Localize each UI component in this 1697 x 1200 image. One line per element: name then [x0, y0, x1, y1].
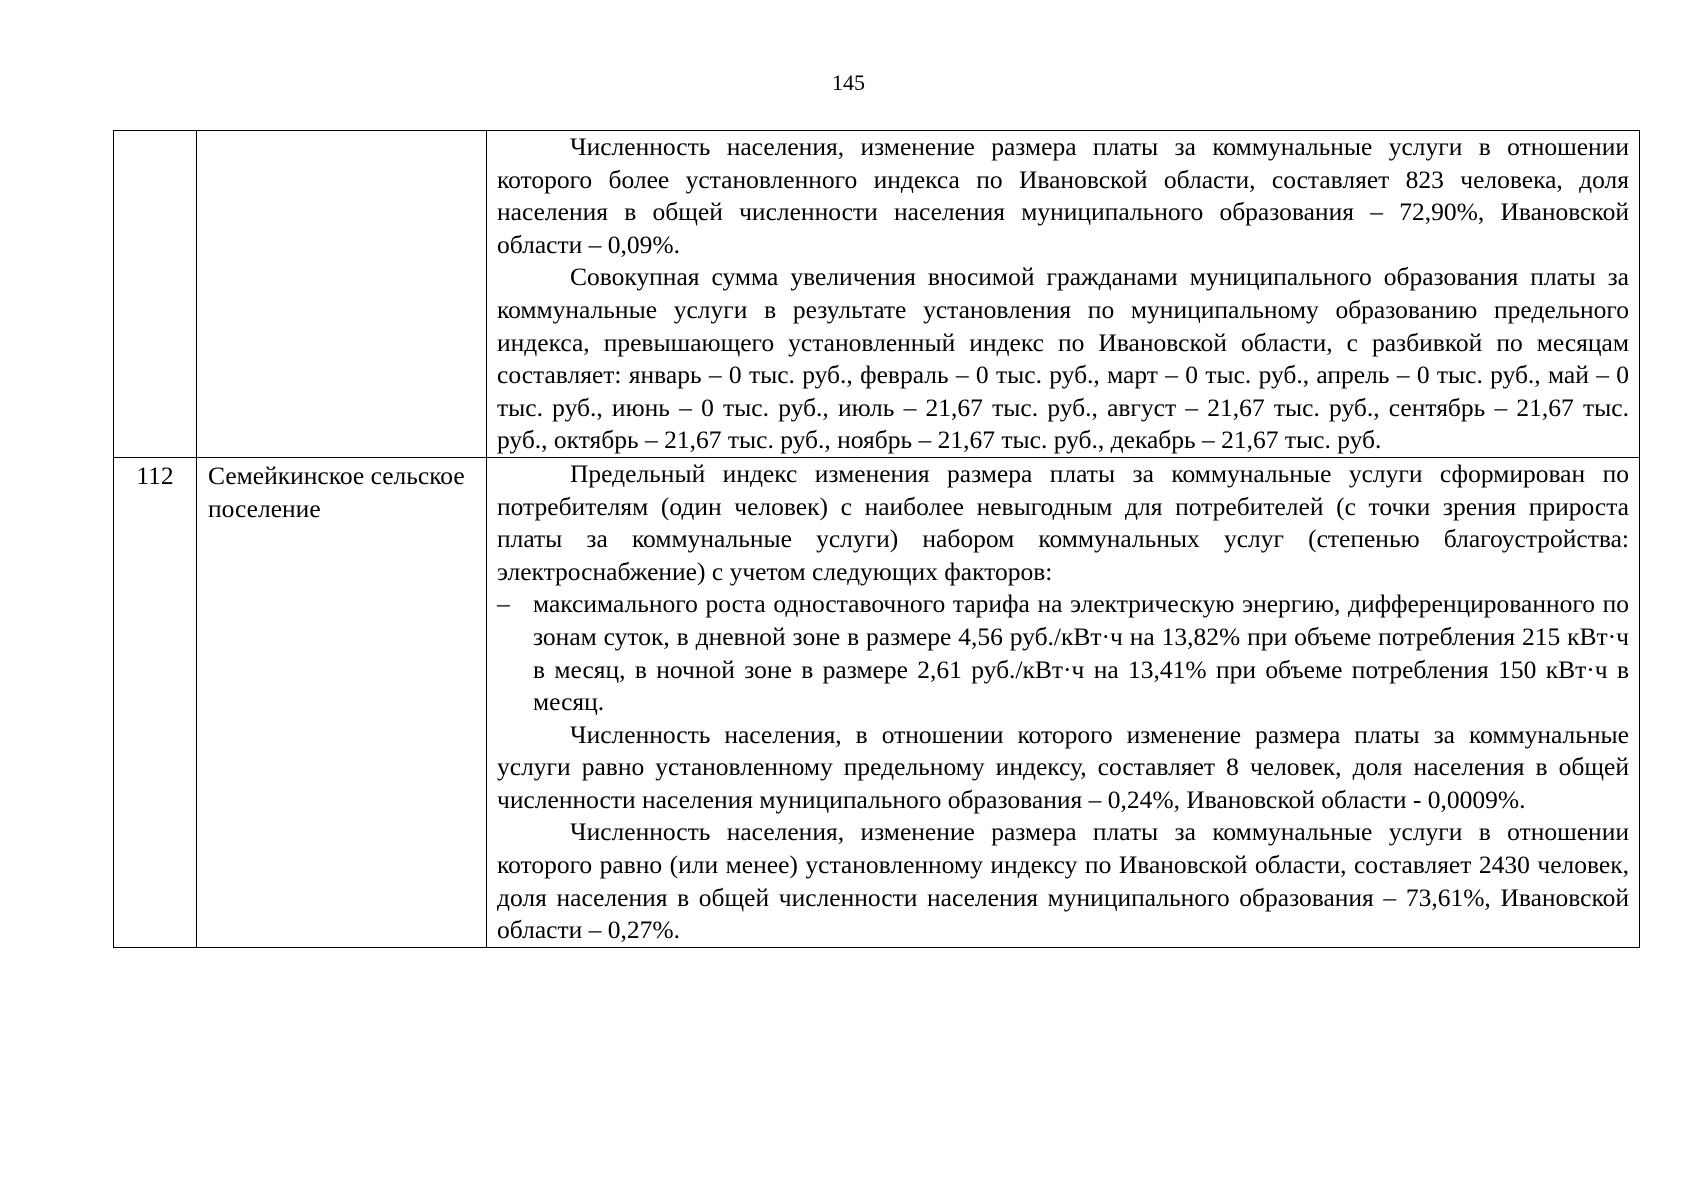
description-cell [487, 457, 1640, 947]
table-row [114, 457, 1640, 947]
population-equal-index-paragraph: Численность населения, в отношении которого изменение размера платы за коммунальные услуги равно установленному предельному индексу, составляет 8 человек, доля населения в общей численности населения муниципального образования – 0,24%, Ивановской области - 0,0009%. [497, 719, 1629, 814]
bullet-dash: – [497, 589, 510, 619]
index-formation-paragraph: Предельный индекс изменения размера платы за коммунальные услуги сформирован по потребителям (один человек) с наиболее невыгодным для потребителей (с точки зрения прироста платы за коммунальные услуги) набором коммунальных услуг (степенью благоустройства: электроснабжение) с учетом следующих факторов: [497, 458, 1629, 586]
population-above-index-paragraph: Численность населения, изменение размера платы за коммунальные услуги в отношении которого более установленного индекса по Ивановской области, составляет 823 человека, доля населения в общей численности населения муниципального образования – 72,90%, Ивановской области – 0,09%. [497, 132, 1629, 259]
table-row [114, 131, 1640, 458]
population-below-index-paragraph: Численность населения, изменение размера платы за коммунальные услуги в отношении которого равно (или менее) установленному индексу по Ивановской области, составляет 2430 человек, доля населения в общей численности населения муниципального образования – 73,61%, Ивановской области – 0,27%. [497, 817, 1629, 945]
row-number-cell [114, 131, 197, 458]
tariff-bullet-item [497, 588, 1629, 718]
municipal-index-table [113, 130, 1640, 948]
page-number: 145 [832, 70, 865, 95]
row-number-cell: 112 [114, 457, 197, 947]
monthly-increase-paragraph: Совокупная сумма увеличения вносимой гражданами муниципального образования платы за коммунальные услуги в результате установления по муниципальному образованию предельного индекса, превышающего установленный индекс по Ивановской области, с разбивкой по месяцам составляет: январь – 0 тыс. руб., февраль – 0 тыс. руб., март – 0 тыс. руб., апрель – 0 тыс. руб., май – 0 тыс. руб., июнь – 0 тыс. руб., июль – 21,67 тыс. руб., август – 21,67 тыс. руб., сентябрь – 21,67 тыс. руб., октябрь – 21,67 тыс. руб., ноябрь – 21,67 тыс. руб., декабрь – 21,67 тыс. руб. [497, 262, 1629, 455]
municipality-name-cell: Семейкинское сельское поселение [197, 457, 487, 947]
municipality-name-cell [197, 131, 487, 458]
bullet-text: максимального роста одноставочного тарифа на электрическую энергию, дифференцированного по зонам суток, в дневной зоне в размере 4,56 руб./кВт·ч на 13,82% при объеме потребления 215 кВт·ч в месяц, в ночной зоне в размере 2,61 руб./кВт·ч на 13,41% при объеме потребления 150 кВт·ч в месяц. [533, 589, 1629, 717]
description-cell [487, 131, 1640, 458]
